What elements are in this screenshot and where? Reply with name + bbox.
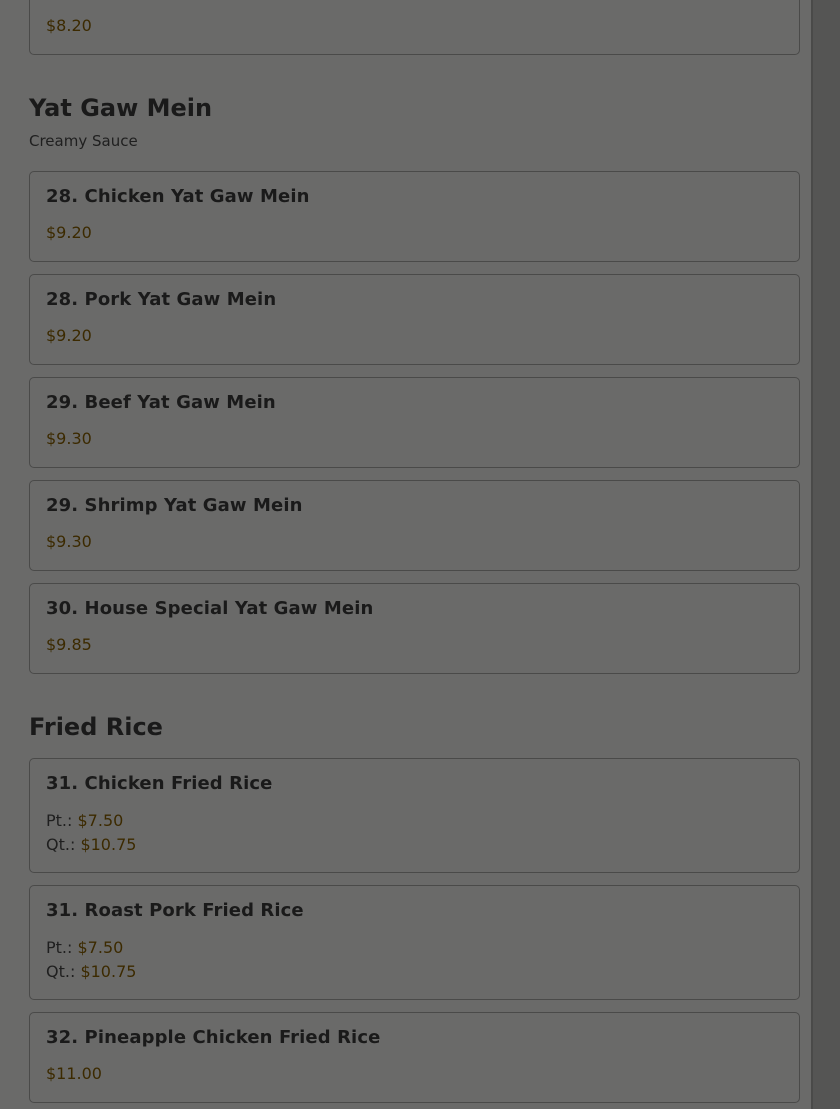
menu-item-card[interactable] <box>29 885 800 1000</box>
item-price: $9.20 <box>46 223 92 242</box>
menu-item-card[interactable] <box>29 480 800 571</box>
quart-label: Qt.: <box>46 962 76 981</box>
item-price-quart <box>46 835 136 854</box>
item-price: $9.30 <box>46 532 92 551</box>
item-price-pint <box>46 938 123 957</box>
item-price: $9.30 <box>46 429 92 448</box>
menu-item-card[interactable] <box>29 583 800 674</box>
section-subtitle: Creamy Sauce <box>29 132 138 150</box>
menu-item-card[interactable] <box>29 274 800 365</box>
menu-item-card[interactable] <box>29 0 800 55</box>
item-price: $8.20 <box>46 16 92 35</box>
item-price: $11.00 <box>46 1064 102 1083</box>
section-title-fried-rice: Fried Rice <box>29 713 163 741</box>
quart-price: $10.75 <box>80 962 137 981</box>
item-price-pint <box>46 811 123 830</box>
item-name: 31. Chicken Fried Rice <box>46 773 273 794</box>
item-name: 29. Beef Yat Gaw Mein <box>46 392 276 413</box>
item-name: 28. Chicken Yat Gaw Mein <box>46 186 310 207</box>
quart-price: $10.75 <box>80 835 137 854</box>
item-price: $9.85 <box>46 635 92 654</box>
item-name: 32. Pineapple Chicken Fried Rice <box>46 1027 381 1048</box>
item-price: $9.20 <box>46 326 92 345</box>
section-title-yat-gaw-mein: Yat Gaw Mein <box>29 94 213 122</box>
item-name: 28. Pork Yat Gaw Mein <box>46 289 277 310</box>
item-name: 31. Roast Pork Fried Rice <box>46 900 304 921</box>
pint-label: Pt.: <box>46 811 73 830</box>
menu-item-card[interactable] <box>29 758 800 873</box>
pint-price: $7.50 <box>77 811 124 830</box>
menu-item-card[interactable] <box>29 377 800 468</box>
menu-item-card[interactable] <box>29 1012 800 1103</box>
pint-price: $7.50 <box>77 938 124 957</box>
quart-label: Qt.: <box>46 835 76 854</box>
scrollbar-track[interactable] <box>811 0 840 1109</box>
pint-label: Pt.: <box>46 938 73 957</box>
item-name: 30. House Special Yat Gaw Mein <box>46 598 374 619</box>
item-price-quart <box>46 962 136 981</box>
menu-item-card[interactable] <box>29 171 800 262</box>
item-name: 29. Shrimp Yat Gaw Mein <box>46 495 303 516</box>
